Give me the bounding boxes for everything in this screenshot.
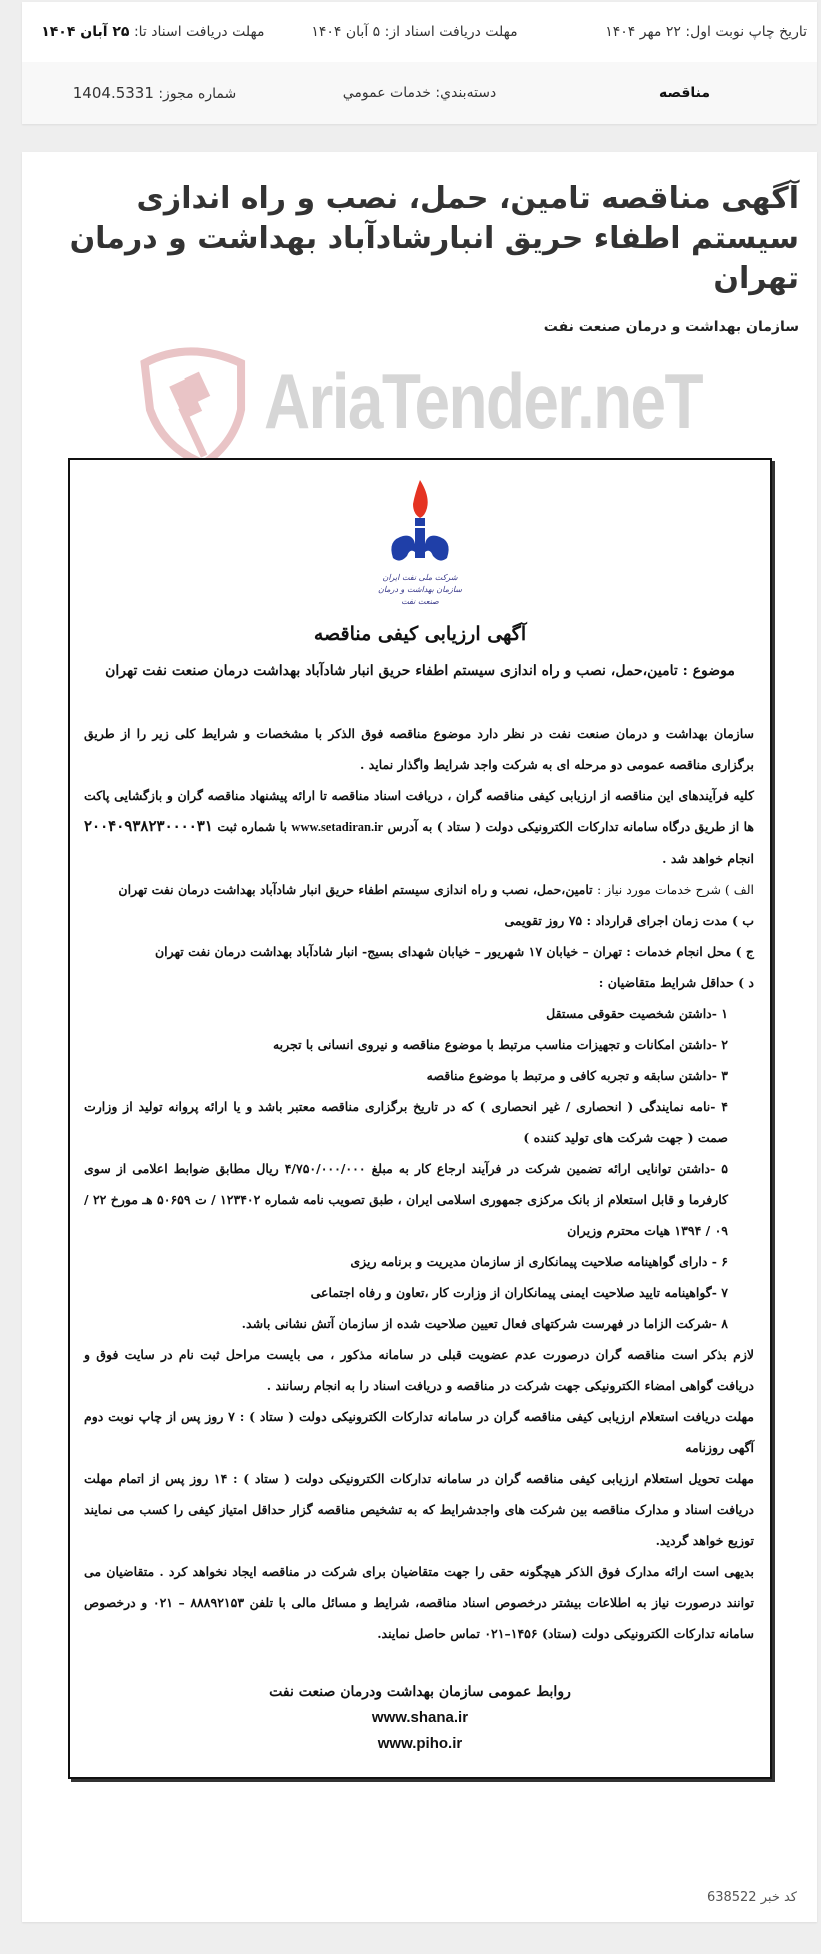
category-value[interactable]: خدمات عمومي [342, 85, 431, 101]
news-code-value: 638522 [706, 1890, 757, 1905]
notice-paragraph: مهلت تحویل استعلام ارزیابی کیفی مناقصه گران در سامانه تدارکات الکترونیکی دولت ( ستاد ) : ۱۴ روز پس از اتمام مهلت دریافت اسناد و مدارک مناقصه بین شرکت های واجدشرایط که به تشخیص مناقصه گزار حداقل امتیاز کیفی را کسب می نمایند توزیع خواهد گردید. [84, 1471, 754, 1548]
notice-item-dal: د ) حداقل شرایط متقاضیان : [598, 975, 754, 990]
gavel-shield-icon [129, 347, 254, 472]
docs-from-label: مهلت دریافت اسناد از: [384, 24, 518, 40]
docs-to-label: مهلت دریافت اسناد تا: [133, 24, 265, 40]
value: تامین،حمل، نصب و راه اندازی سیستم اطفاء حریق انبار شادآباد بهداشت درمان نفت تهران [118, 882, 593, 897]
nioc-logo [370, 478, 470, 608]
text: انجام خواهد شد . [662, 851, 754, 866]
docs-from [284, 24, 546, 40]
condition-item: ۶ - دارای گواهینامه صلاحیت پیمانکاری از سازمان مدیریت و برنامه ریزی [350, 1254, 728, 1269]
notice-item-jim: ج ) محل انجام خدمات : تهران – خیابان ۱۷ شهریور – خیابان شهدای بسیج- انبار شادآباد بهداشت درمان نفت تهران [154, 944, 754, 959]
watermark-logo [129, 347, 769, 472]
footer-org: روابط عمومی سازمان بهداشت ودرمان صنعت نفت [269, 1684, 571, 1700]
condition-item: ۴ -نامه نمایندگی ( انحصاری / غیر انحصاری ) که در تاریخ برگزاری مناقصه معتبر باشد و یا ارائه پروانه تولید از وزارت صمت ( جهت شرکت های تولید کننده ) [84, 1099, 728, 1145]
flame-logo-icon [385, 478, 455, 568]
condition-item: ۱ -داشتن شخصیت حقوقی مستقل [546, 1006, 728, 1021]
notice-footer [70, 1679, 770, 1757]
notice-subject: موضوع : تامین،حمل، نصب و راه اندازی سیستم اطفاء حریق انبار شادآباد بهداشت درمان صنعت نفت تهران [105, 663, 735, 679]
category[interactable] [287, 85, 552, 101]
logo-caption-line: شرکت ملی نفت ایران [382, 573, 458, 582]
notice-body [84, 718, 754, 1649]
label: الف ) شرح خدمات مورد نیاز : [596, 882, 754, 897]
shana-link[interactable]: www.shana.ir [371, 1709, 469, 1726]
condition-item: ۵ -داشتن توانایی ارائه تضمین شرکت در فرآیند ارجاع کار به مبلغ ۴/۷۵۰/۰۰۰/۰۰۰ ریال مطابق ضوابط اعلامی از سوی کارفرما و قابل استعلام از بانک مرکزی جمهوری اسلامی ایران ، طبق تصویب نامه شماره ۱۲۳۴۰۲ / ت ۵۰۶۵۹ هـ مورخ ۲۲ / ۰۹ / ۱۳۹۴ هیات محترم وزیران [84, 1161, 728, 1238]
news-code [707, 1890, 797, 1905]
text: کلیه فرآیندهای این مناقصه از ارزیابی کیفی مناقصه گران ، دریافت اسناد مناقصه تا ارائه پیشنهاد مناقصه گران و بازگشایی پاکت ها از طریق درگاه سامانه تدارکات الکترونیکی دولت ( ستاد ) به آدرس [84, 788, 754, 834]
setadiran-link[interactable]: www.setadiran.ir [291, 820, 384, 834]
condition-item: ۸ -شرکت الزاما در فهرست شرکتهای فعال تعیین صلاحیت شده از سازمان آتش نشانی باشد. [241, 1316, 728, 1331]
condition-item: ۲ -داشتن امکانات و تجهیزات مناسب مرتبط با موضوع مناقصه و نیروی انسانی با تجربه [272, 1037, 728, 1052]
organization-name: سازمان بهداشت و درمان صنعت نفت [543, 319, 799, 335]
logo-caption [370, 572, 470, 608]
docs-from-value: ۵ آبان ۱۴۰۴ [311, 24, 381, 40]
meta-row-dates [22, 2, 817, 62]
notice-paragraph: بدیهی است ارائه مدارک فوق الذکر هیچگونه حقی را جهت متقاضیان برای شرکت در مناقصه ایجاد نخواهد کرد . متقاضیان می توانند درصورت نیاز به اطلاعات بیشتر درخصوص اسناد مناقصه، شرایط و مسائل مالی با تلفن ۸۸۸۹۲۱۵۳ – ۰۲۱ و درخصوص سامانه تدارکات الکترونیکی دولت (ستاد) ۱۴۵۶–۰۲۱ تماس حاصل نمایند. [84, 1564, 755, 1641]
tender-type [552, 85, 817, 101]
notice-item-be: ب ) مدت زمان اجرای قرارداد : ۷۵ روز تقویمی [504, 913, 754, 928]
notice-paragraph: سازمان بهداشت و درمان صنعت نفت در نظر دارد موضوع مناقصه فوق الذکر با مشخصات و شرایط کلی زیر را از طریق برگزاری مناقصه عمومی دو مرحله ای به شرکت واجد شرایط واگذار نماید . [84, 726, 754, 772]
logo-caption-line: سازمان بهداشت و درمان صنعت نفت [377, 585, 462, 606]
text: با شماره ثبت [217, 819, 288, 834]
tender-notice-image [68, 458, 772, 1779]
registration-number: ۲۰۰۴۰۹۳۸۲۳۰۰۰۰۳۱ [84, 817, 213, 835]
meta-row-info [22, 62, 817, 124]
license-label: شماره مجوز: [158, 86, 237, 102]
print-date-label: تاریخ چاپ نوبت اول: [685, 24, 807, 40]
tender-meta-card [22, 2, 817, 124]
print-date [545, 24, 817, 40]
condition-item: ۷ -گواهینامه تایید صلاحیت ایمنی پیمانکاران از وزارت کار ،تعاون و رفاه اجتماعی [310, 1285, 728, 1300]
notice-paragraph: لازم بذکر است مناقصه گران درصورت عدم عضویت قبلی در سامانه مذکور ، می بایست مراحل ثبت نام در سایت فوق و دریافت گواهی امضاء الکترونیکی جهت شرکت در مناقصه و دریافت اسناد را به انجام رسانند . [84, 1347, 754, 1393]
docs-to [22, 24, 284, 40]
print-date-value: ۲۲ مهر ۱۴۰۴ [605, 24, 681, 40]
license-value: 1404.5331 [72, 84, 154, 102]
condition-item: ۳ -داشتن سابقه و تجربه کافی و مرتبط با موضوع مناقصه [426, 1068, 728, 1083]
article-header [22, 152, 817, 472]
notice-heading: آگهی ارزیابی کیفی مناقصه [313, 623, 527, 645]
category-label: دسته‌بندي: [435, 85, 497, 101]
license [22, 84, 287, 102]
docs-to-value: ۲۵ آبان ۱۴۰۴ [41, 24, 130, 40]
notice-paragraph [84, 780, 754, 874]
page-title: آگهی مناقصه تامین، حمل، نصب و راه اندازی سیستم اطفاء حریق انبارشادآباد بهداشت و درمان تهران [69, 181, 799, 296]
watermark-text: AriaTender.neT [264, 357, 702, 445]
notice-item-alef [84, 874, 754, 905]
news-code-label: کد خبر [760, 1890, 797, 1905]
tender-type-value: مناقصه [658, 85, 711, 101]
notice-paragraph: مهلت دریافت استعلام ارزیابی کیفی مناقصه گران در سامانه تدارکات الکترونیکی دولت ( ستاد ) : ۷ روز پس از چاپ نوبت دوم آگهی روزنامه [84, 1409, 754, 1455]
piho-link[interactable]: www.piho.ir [377, 1735, 463, 1752]
